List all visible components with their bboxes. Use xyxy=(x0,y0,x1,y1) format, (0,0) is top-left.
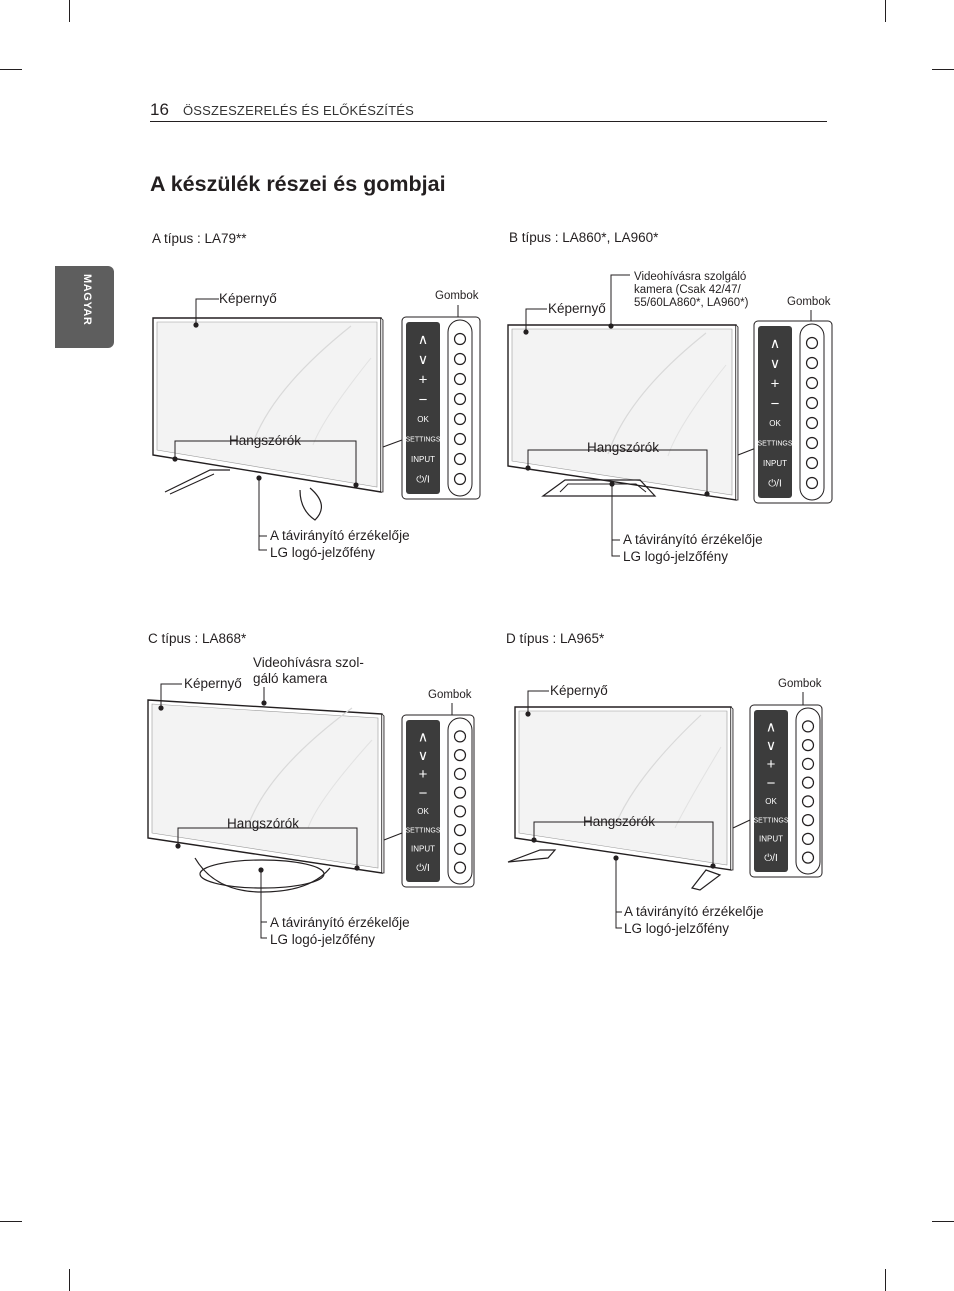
model-b-camera-label-3: 55/60LA860*, LA960*) xyxy=(634,297,749,309)
model-a-button-panel-icon-power xyxy=(455,474,466,485)
model-d-button-panel-icon-up xyxy=(803,721,814,732)
model-c-camera-label-2: gáló kamera xyxy=(253,671,328,686)
model-d-button-panel-key-up: ∧ xyxy=(765,718,777,735)
model-d-button-panel-icon-ok xyxy=(803,796,814,807)
model-d-panel-leader xyxy=(733,820,750,828)
model-a-button-panel-icon-input xyxy=(455,454,466,465)
model-a-speaker-dot-left xyxy=(172,456,177,461)
model-b-button-panel-key-minus: − xyxy=(770,395,780,413)
model-c-button-panel-icon-plus xyxy=(455,768,466,779)
model-d-screen-label: Képernyő xyxy=(550,683,608,698)
model-a-button-panel-key-plus: + xyxy=(418,371,428,389)
model-a-tv-screen xyxy=(157,322,377,487)
model-c-tv xyxy=(148,700,384,873)
model-d-speaker-dot-left xyxy=(531,837,536,842)
model-c-buttons-label: Gombok xyxy=(428,689,472,701)
model-a-button-panel-key-up: ∧ xyxy=(417,330,429,347)
model-c-camera-label-1: Videohívásra szol- xyxy=(253,655,364,670)
model-b-heading: B típus : LA860*, LA960* xyxy=(509,230,659,245)
model-b-tv xyxy=(508,325,738,500)
model-c-remote-sensor-label: A távirányító érzékelője xyxy=(270,915,410,930)
model-b-button-panel-key-plus: + xyxy=(770,375,780,393)
model-a-speaker-dot-right xyxy=(353,482,358,487)
model-b-button-panel xyxy=(754,321,832,503)
model-d-button-panel-key-down: ∨ xyxy=(765,737,777,754)
model-c-panel-leader xyxy=(384,833,402,840)
model-c-button-panel-key-power: ⏻/I xyxy=(416,863,430,875)
model-c-speaker-dot-left xyxy=(175,843,180,848)
model-c-button-panel-icon-down xyxy=(455,750,466,761)
model-d-sensor-leader xyxy=(616,858,622,928)
model-c-button-panel-key-input: INPUT xyxy=(411,844,435,854)
model-c-button-panel-key-down: ∨ xyxy=(417,747,429,764)
model-a-button-panel-key-down: ∨ xyxy=(417,350,429,367)
page-number: 16 xyxy=(150,100,169,119)
model-d-button-panel-icon-strip xyxy=(796,708,820,874)
model-a-button-panel-icon-strip xyxy=(448,320,472,496)
model-a-remote-sensor-label: A távirányító érzékelője xyxy=(270,528,410,543)
model-a-button-panel-icon-down xyxy=(455,354,466,365)
model-a-sensor-dot xyxy=(256,475,261,480)
model-b-button-panel-key-up: ∧ xyxy=(769,334,781,351)
model-c-button-panel-key-minus: − xyxy=(418,784,428,802)
model-d-stand-left xyxy=(508,850,555,862)
model-c-button-panel-key-settings: SETTINGS xyxy=(405,827,441,835)
model-d-button-panel xyxy=(750,705,822,877)
model-d-remote-sensor-label: A távirányító érzékelője xyxy=(624,904,764,919)
model-a-buttons-label: Gombok xyxy=(435,290,479,302)
model-a-speakers-label: Hangszórók xyxy=(229,433,302,448)
model-d-heading: D típus : LA965* xyxy=(506,631,605,646)
model-c-speakers-label: Hangszórók xyxy=(227,816,300,831)
model-d-button-panel-key-plus: + xyxy=(766,756,776,774)
model-c-button-panel-icon-minus xyxy=(455,787,466,798)
model-a-heading: A típus : LA79** xyxy=(152,231,247,246)
model-d-speaker-dot-right xyxy=(710,863,715,868)
model-b-button-panel-icon-up xyxy=(807,338,818,349)
model-c-button-panel-icon-ok xyxy=(455,806,466,817)
model-a-tv-edge xyxy=(381,318,383,492)
model-a-button-panel-key-power: ⏻/I xyxy=(416,474,430,486)
model-d-buttons-label: Gombok xyxy=(778,678,822,690)
model-c-stand xyxy=(200,860,324,888)
model-c-button-panel-icon-settings xyxy=(455,825,466,836)
model-a-button-panel xyxy=(402,317,480,499)
model-d-button-panel-key-settings: SETTINGS xyxy=(753,817,789,825)
model-b-screen-dot xyxy=(523,329,528,334)
model-d-button-panel-key-ok: OK xyxy=(765,797,777,807)
model-c-button-panel-icon-strip xyxy=(448,718,472,884)
model-a-button-panel-key-ok: OK xyxy=(417,414,429,424)
model-d-lg-logo-label: LG logó-jelzőfény xyxy=(624,921,730,936)
model-c-lg-logo-label: LG logó-jelzőfény xyxy=(270,932,376,947)
model-b-speaker-dot-right xyxy=(704,491,709,496)
model-a-stand-left-2 xyxy=(170,474,214,494)
model-b-panel-leader xyxy=(738,448,756,455)
model-c-button-panel-icon-up xyxy=(455,731,466,742)
model-b-sensor-leader xyxy=(612,484,620,556)
model-b-speakers-label: Hangszórók xyxy=(587,440,660,455)
model-d-button-panel-icon-power xyxy=(803,852,814,863)
model-b-button-panel-icon-ok xyxy=(807,418,818,429)
model-a-button-panel-key-input: INPUT xyxy=(411,454,435,464)
model-c-button-panel-icon-input xyxy=(455,843,466,854)
model-d-screen-dot xyxy=(525,711,530,716)
model-d-sensor-dot xyxy=(613,855,618,860)
model-d-button-panel-icon-minus xyxy=(803,777,814,788)
model-c-screen-label: Képernyő xyxy=(184,676,242,691)
model-b-camera-leader xyxy=(611,275,630,326)
model-d-button-panel-icon-settings xyxy=(803,815,814,826)
model-c-heading: C típus : LA868* xyxy=(148,631,247,646)
model-a-button-panel-icon-ok xyxy=(455,414,466,425)
model-b-button-panel-icon-strip xyxy=(800,324,824,500)
model-a-button-panel-key-settings: SETTINGS xyxy=(405,436,441,444)
model-a-lg-logo-label: LG logó-jelzőfény xyxy=(270,545,376,560)
model-a-button-panel-icon-up xyxy=(455,334,466,345)
model-c-button-panel-key-plus: + xyxy=(418,766,428,784)
model-b-sensor-dot xyxy=(609,481,614,486)
model-b-lg-logo-label: LG logó-jelzőfény xyxy=(623,549,729,564)
model-c-tv-edge xyxy=(382,714,384,873)
model-b-button-panel-icon-minus xyxy=(807,398,818,409)
model-b-button-panel-key-settings: SETTINGS xyxy=(757,440,793,448)
model-d-button-panel-key-power: ⏻/I xyxy=(764,853,778,865)
model-c-sensor-dot xyxy=(258,867,263,872)
model-d-tv-edge xyxy=(731,707,733,870)
model-b-buttons-label: Gombok xyxy=(787,296,831,308)
model-a-screen-label: Képernyő xyxy=(219,291,277,306)
model-a-button-panel-icon-minus xyxy=(455,394,466,405)
model-b-tv-edge xyxy=(736,325,738,500)
model-a-tv xyxy=(153,318,383,492)
model-b-button-panel-key-input: INPUT xyxy=(763,458,787,468)
model-d-button-panel-icon-down xyxy=(803,740,814,751)
model-a-button-panel-icon-settings xyxy=(455,434,466,445)
model-a-stand-right xyxy=(300,488,321,520)
model-d-button-panel-key-minus: − xyxy=(766,774,776,792)
model-b-camera-label-1: Videohívásra szolgáló xyxy=(634,271,747,283)
model-b-button-panel-icon-plus xyxy=(807,378,818,389)
model-a-screen-dot xyxy=(193,322,198,327)
model-b-camera-label-2: kamera (Csak 42/47/ xyxy=(634,284,741,296)
model-d-button-panel-key-input: INPUT xyxy=(759,834,783,844)
model-c-speaker-dot-right xyxy=(354,865,359,870)
model-b-button-panel-icon-power xyxy=(807,478,818,489)
model-b-button-panel-icon-input xyxy=(807,458,818,469)
model-b-remote-sensor-label: A távirányító érzékelője xyxy=(623,532,763,547)
model-b-button-panel-icon-settings xyxy=(807,438,818,449)
model-a-panel-leader xyxy=(383,440,402,447)
model-d-tv xyxy=(515,707,733,870)
model-a-button-panel-key-minus: − xyxy=(418,391,428,409)
model-c-button-panel xyxy=(402,715,474,887)
model-b-speaker-dot-left xyxy=(525,465,530,470)
model-b-button-panel-key-ok: OK xyxy=(769,418,781,428)
model-a-sensor-leader xyxy=(259,478,267,550)
model-d-stand-right xyxy=(692,870,720,890)
model-c-button-panel-key-up: ∧ xyxy=(417,728,429,745)
model-b-button-panel-key-power: ⏻/I xyxy=(768,478,782,490)
chapter-title: ÖSSZESZERELÉS ÉS ELŐKÉSZÍTÉS xyxy=(183,103,415,118)
page-title: A készülék részei és gombjai xyxy=(150,172,446,196)
model-d-button-panel-icon-plus xyxy=(803,758,814,769)
model-c-button-panel-icon-power xyxy=(455,862,466,873)
model-b-button-panel-key-down: ∨ xyxy=(769,354,781,371)
model-c-button-panel-key-ok: OK xyxy=(417,807,429,817)
model-b-screen-label: Képernyő xyxy=(548,301,606,316)
model-d-button-panel-icon-input xyxy=(803,833,814,844)
model-c-screen-dot xyxy=(158,705,163,710)
model-b-button-panel-icon-down xyxy=(807,358,818,369)
language-tab-label: MAGYAR xyxy=(81,274,93,326)
model-a-button-panel-icon-plus xyxy=(455,374,466,385)
model-d-speakers-label: Hangszórók xyxy=(583,814,656,829)
model-c-camera-dot xyxy=(261,700,266,705)
model-b-camera-dot xyxy=(608,323,613,328)
